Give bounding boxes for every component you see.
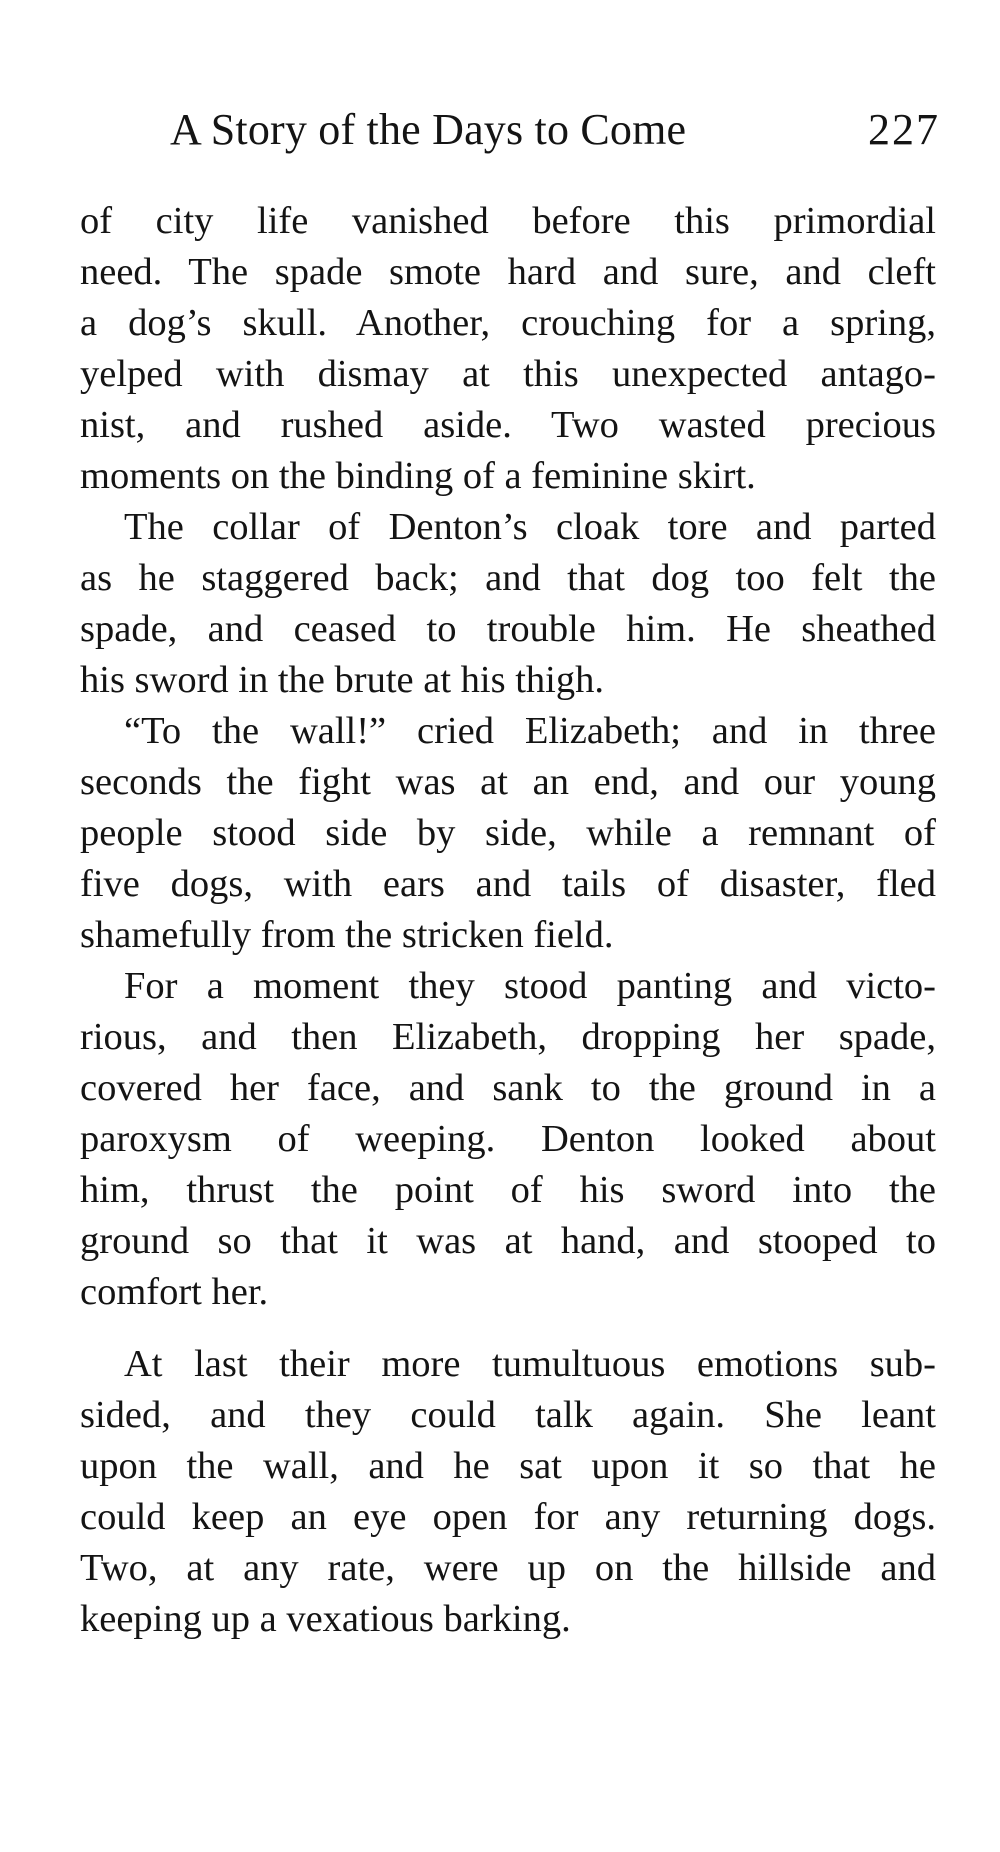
page-number: 227 bbox=[868, 105, 940, 154]
text-line: as he staggered back; and that dog too felt the bbox=[80, 557, 936, 599]
text-line: a dog’s skull. Another, crouching for a spring, bbox=[80, 302, 936, 344]
text-line: comfort her. bbox=[80, 1271, 269, 1313]
paragraph-1 bbox=[80, 196, 936, 502]
text-line: upon the wall, and he sat upon it so that he bbox=[80, 1445, 936, 1487]
text-line: rious, and then Elizabeth, dropping her spade, bbox=[80, 1016, 936, 1058]
section-break bbox=[80, 1318, 936, 1339]
text-line: nist, and rushed aside. Two wasted precious bbox=[80, 404, 936, 446]
text-line: seconds the fight was at an end, and our young bbox=[80, 761, 936, 803]
text-line: of city life vanished before this primordial bbox=[80, 200, 936, 242]
text-line: him, thrust the point of his sword into the bbox=[80, 1169, 936, 1211]
paragraph-3 bbox=[80, 706, 936, 961]
text-line: covered her face, and sank to the ground in a bbox=[80, 1067, 936, 1109]
text-line: need. The spade smote hard and sure, and cleft bbox=[80, 251, 936, 293]
text-line: sided, and they could talk again. She leant bbox=[80, 1394, 936, 1436]
text-line: At last their more tumultuous emotions sub- bbox=[124, 1343, 936, 1385]
body-text bbox=[80, 196, 936, 1645]
text-line: yelped with dismay at this unexpected antago- bbox=[80, 353, 936, 395]
text-line: shamefully from the stricken field. bbox=[80, 914, 614, 956]
paragraph-5 bbox=[80, 1339, 936, 1645]
text-line: could keep an eye open for any returning dogs. bbox=[80, 1496, 936, 1538]
text-line: his sword in the brute at his thigh. bbox=[80, 659, 604, 701]
paragraph-2 bbox=[80, 502, 936, 706]
running-head: A Story of the Days to Come bbox=[170, 105, 687, 154]
text-line: “To the wall!” cried Elizabeth; and in three bbox=[124, 710, 936, 752]
text-line: people stood side by side, while a remnant of bbox=[80, 812, 936, 854]
text-line: paroxysm of weeping. Denton looked about bbox=[80, 1118, 936, 1160]
text-line: spade, and ceased to trouble him. He sheathed bbox=[80, 608, 936, 650]
text-line: The collar of Denton’s cloak tore and parted bbox=[124, 506, 936, 548]
paragraph-4 bbox=[80, 961, 936, 1318]
text-line: keeping up a vexatious barking. bbox=[80, 1598, 571, 1640]
text-line: moments on the binding of a feminine skirt. bbox=[80, 455, 756, 497]
text-line: For a moment they stood panting and victo- bbox=[124, 965, 936, 1007]
text-line: five dogs, with ears and tails of disaster, fled bbox=[80, 863, 936, 905]
text-line: Two, at any rate, were up on the hillside and bbox=[80, 1547, 936, 1589]
page-header bbox=[170, 100, 940, 160]
text-line: ground so that it was at hand, and stooped to bbox=[80, 1220, 936, 1262]
